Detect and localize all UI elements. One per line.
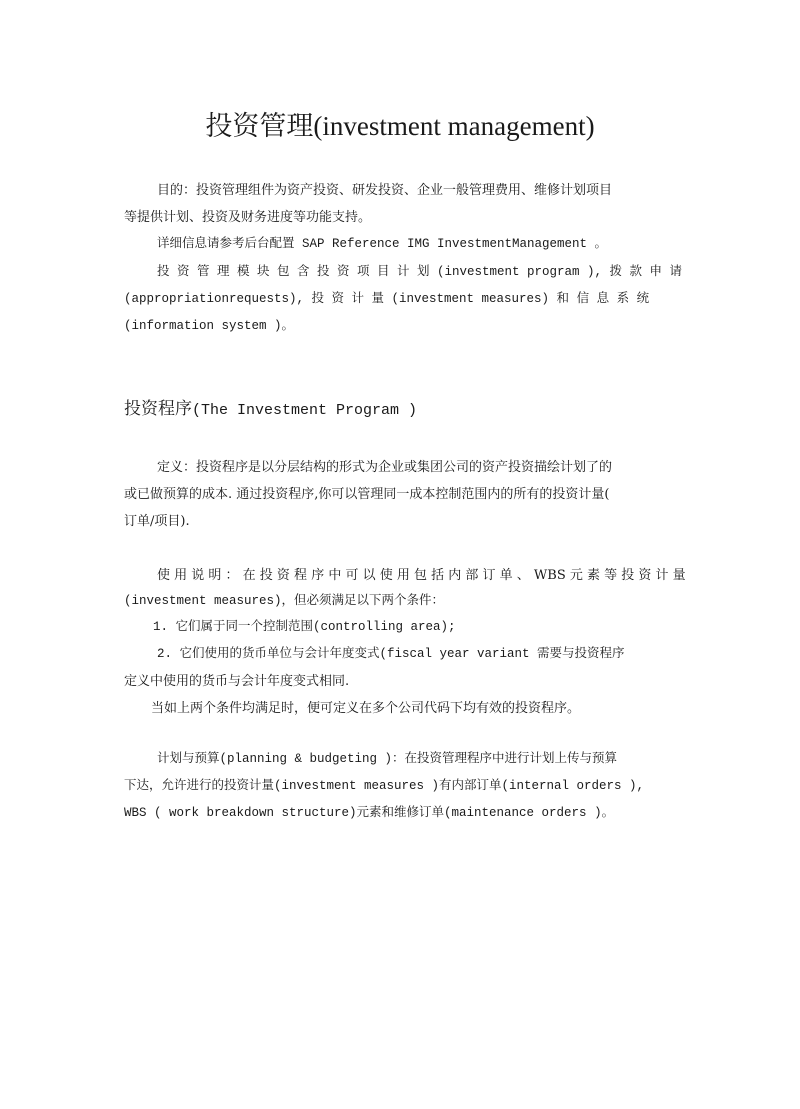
- usage-item-1: 1. 它们属于同一个控制范围(controlling area);: [153, 620, 456, 634]
- usage-conclusion: 当如上两个条件均满足时，便可定义在多个公司代码下均有效的投资程序。: [151, 701, 581, 716]
- usage-item-2: 2. 它们使用的货币单位与会计年度变式(fiscal year variant 需要与投资程序: [157, 647, 625, 661]
- intro-line-2: 等提供计划、投资及财务进度等功能支持。: [124, 210, 372, 225]
- section-heading-cn: 投资程序: [124, 399, 192, 419]
- usage-item-2-cont: 定义中使用的货币与会计年度变式相同.: [124, 674, 350, 689]
- section-heading-en: (The Investment Program ): [192, 402, 418, 419]
- intro-line-3: 详细信息请参考后台配置 SAP Reference IMG InvestmentManagement 。: [157, 237, 608, 251]
- planning-line-2: 下达，允许进行的投资计量(investment measures )有内部订单(internal orders ),: [124, 779, 645, 793]
- definition-line-1: 定义：投资程序是以分层结构的形式为企业或集团公司的资产投资描绘计划了的: [157, 460, 613, 475]
- planning-line-1: 计划与预算(planning & budgeting )：在投资管理程序中进行计划上传与预算: [157, 752, 618, 766]
- intro-line-5: (appropriationrequests), 投 资 计 量 (investment measures) 和 信 息 系 统: [124, 292, 650, 306]
- document-title: 投资管理(investment management): [205, 111, 595, 141]
- intro-line-1: 目的：投资管理组件为资产投资、研发投资、企业一般管理费用、维修计划项目: [157, 183, 613, 198]
- definition-line-2: 或已做预算的成本. 通过投资程序,你可以管理同一成本控制范围内的所有的投资计量(: [124, 487, 610, 502]
- intro-line-6: (information system )。: [124, 319, 295, 333]
- intro-line-4: 投 资 管 理 模 块 包 含 投 资 项 目 计 划 (investment program ), 拨 款 申 请: [157, 265, 683, 279]
- definition-line-3: 订单/项目).: [124, 514, 190, 529]
- usage-line-1: 使 用 说 明 ： 在 投 资 程 序 中 可 以 使 用 包 括 内 部 订 单 、 WBS 元 素 等 投 资 计 量: [157, 568, 686, 583]
- usage-line-2: (investment measures)，但必须满足以下两个条件：: [124, 594, 445, 608]
- section-heading: [124, 394, 417, 426]
- planning-line-3: WBS ( work breakdown structure)元素和维修订单(maintenance orders )。: [124, 806, 615, 820]
